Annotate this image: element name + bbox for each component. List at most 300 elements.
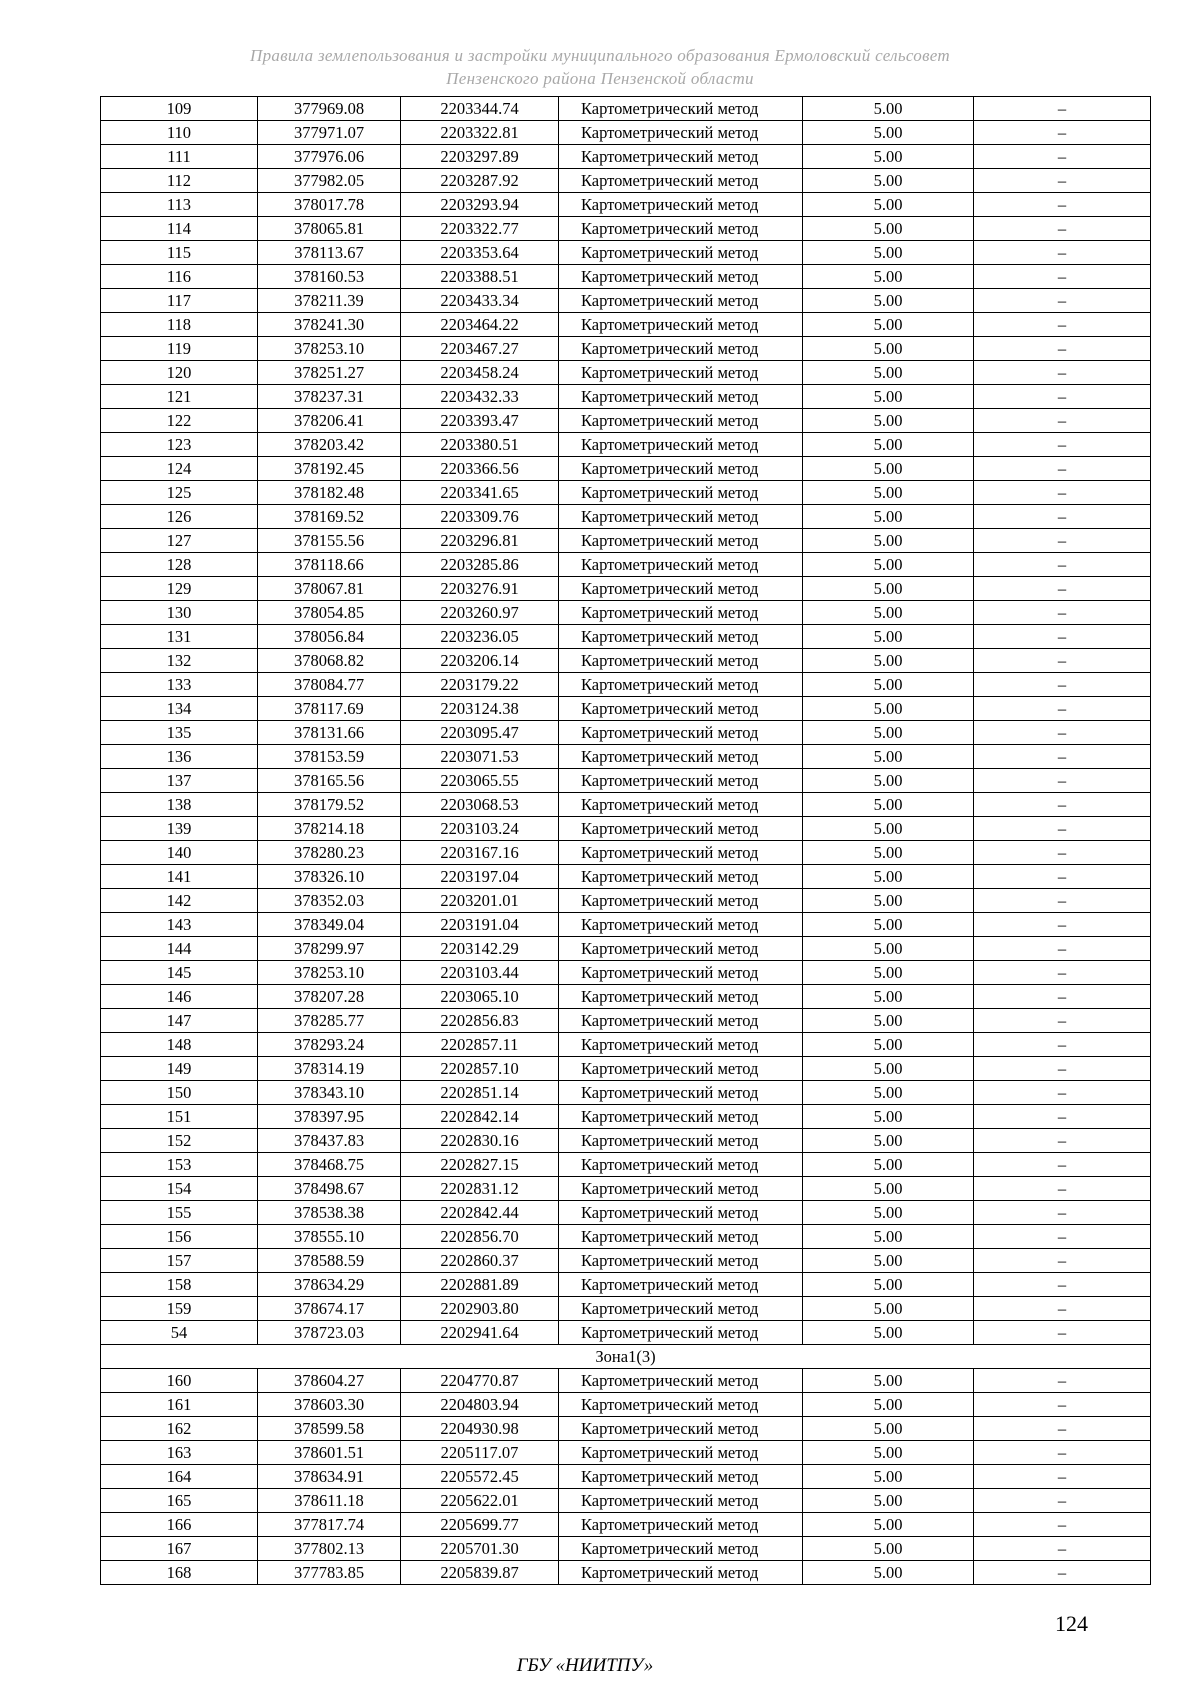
accuracy-cell: 5.00 [803, 529, 974, 553]
y-coordinate-cell: 2203201.01 [401, 889, 559, 913]
method-cell: Картометрический метод [559, 625, 803, 649]
table-row [101, 193, 1151, 217]
accuracy-cell: 5.00 [803, 169, 974, 193]
table-row [101, 217, 1151, 241]
description-cell: – [974, 1441, 1151, 1465]
point-number-cell: 54 [101, 1321, 258, 1345]
accuracy-cell: 5.00 [803, 1009, 974, 1033]
table-row [101, 913, 1151, 937]
point-number-cell: 138 [101, 793, 258, 817]
x-coordinate-cell: 378160.53 [258, 265, 401, 289]
point-number-cell: 134 [101, 697, 258, 721]
method-cell: Картометрический метод [559, 505, 803, 529]
y-coordinate-cell: 2205572.45 [401, 1465, 559, 1489]
description-cell: – [974, 361, 1151, 385]
y-coordinate-cell: 2203167.16 [401, 841, 559, 865]
description-cell: – [974, 145, 1151, 169]
method-cell: Картометрический метод [559, 841, 803, 865]
point-number-cell: 110 [101, 121, 258, 145]
x-coordinate-cell: 378253.10 [258, 961, 401, 985]
table-row [101, 649, 1151, 673]
point-number-cell: 127 [101, 529, 258, 553]
description-cell: – [974, 1225, 1151, 1249]
method-cell: Картометрический метод [559, 1465, 803, 1489]
table-row [101, 457, 1151, 481]
description-cell: – [974, 1273, 1151, 1297]
x-coordinate-cell: 378241.30 [258, 313, 401, 337]
y-coordinate-cell: 2202827.15 [401, 1153, 559, 1177]
method-cell: Картометрический метод [559, 433, 803, 457]
method-cell: Картометрический метод [559, 97, 803, 121]
description-cell: – [974, 409, 1151, 433]
point-number-cell: 128 [101, 553, 258, 577]
accuracy-cell: 5.00 [803, 649, 974, 673]
description-cell: – [974, 601, 1151, 625]
method-cell: Картометрический метод [559, 409, 803, 433]
method-cell: Картометрический метод [559, 1513, 803, 1537]
description-cell: – [974, 1561, 1151, 1585]
description-cell: – [974, 1489, 1151, 1513]
table-row [101, 505, 1151, 529]
point-number-cell: 125 [101, 481, 258, 505]
x-coordinate-cell: 378065.81 [258, 217, 401, 241]
table-row [101, 1417, 1151, 1441]
point-number-cell: 160 [101, 1369, 258, 1393]
method-cell: Картометрический метод [559, 481, 803, 505]
y-coordinate-cell: 2202903.80 [401, 1297, 559, 1321]
y-coordinate-cell: 2202941.64 [401, 1321, 559, 1345]
description-cell: – [974, 1105, 1151, 1129]
y-coordinate-cell: 2203297.89 [401, 145, 559, 169]
table-row [101, 169, 1151, 193]
table-row [101, 721, 1151, 745]
table-row [101, 313, 1151, 337]
table-row [101, 265, 1151, 289]
point-number-cell: 112 [101, 169, 258, 193]
x-coordinate-cell: 378468.75 [258, 1153, 401, 1177]
zone-header-row [101, 1345, 1151, 1369]
table-row [101, 889, 1151, 913]
point-number-cell: 166 [101, 1513, 258, 1537]
y-coordinate-cell: 2203071.53 [401, 745, 559, 769]
method-cell: Картометрический метод [559, 697, 803, 721]
x-coordinate-cell: 378352.03 [258, 889, 401, 913]
point-number-cell: 141 [101, 865, 258, 889]
point-number-cell: 126 [101, 505, 258, 529]
point-number-cell: 147 [101, 1009, 258, 1033]
point-number-cell: 116 [101, 265, 258, 289]
point-number-cell: 157 [101, 1249, 258, 1273]
accuracy-cell: 5.00 [803, 193, 974, 217]
table-row [101, 337, 1151, 361]
method-cell: Картометрический метод [559, 241, 803, 265]
accuracy-cell: 5.00 [803, 721, 974, 745]
table-row [101, 1177, 1151, 1201]
table-row [101, 865, 1151, 889]
table-row [101, 1081, 1151, 1105]
description-cell: – [974, 721, 1151, 745]
x-coordinate-cell: 377802.13 [258, 1537, 401, 1561]
description-cell: – [974, 457, 1151, 481]
y-coordinate-cell: 2202856.70 [401, 1225, 559, 1249]
y-coordinate-cell: 2203341.65 [401, 481, 559, 505]
point-number-cell: 142 [101, 889, 258, 913]
y-coordinate-cell: 2203432.33 [401, 385, 559, 409]
method-cell: Картометрический метод [559, 361, 803, 385]
accuracy-cell: 5.00 [803, 1369, 974, 1393]
running-header [0, 44, 1200, 90]
table-row [101, 697, 1151, 721]
x-coordinate-cell: 378634.91 [258, 1465, 401, 1489]
point-number-cell: 122 [101, 409, 258, 433]
point-number-cell: 151 [101, 1105, 258, 1129]
table-row [101, 145, 1151, 169]
accuracy-cell: 5.00 [803, 937, 974, 961]
accuracy-cell: 5.00 [803, 457, 974, 481]
point-number-cell: 130 [101, 601, 258, 625]
accuracy-cell: 5.00 [803, 1273, 974, 1297]
table-row [101, 745, 1151, 769]
x-coordinate-cell: 378603.30 [258, 1393, 401, 1417]
method-cell: Картометрический метод [559, 793, 803, 817]
method-cell: Картометрический метод [559, 961, 803, 985]
table-row [101, 1057, 1151, 1081]
point-number-cell: 111 [101, 145, 258, 169]
method-cell: Картометрический метод [559, 769, 803, 793]
accuracy-cell: 5.00 [803, 1561, 974, 1585]
description-cell: – [974, 1417, 1151, 1441]
point-number-cell: 149 [101, 1057, 258, 1081]
accuracy-cell: 5.00 [803, 1489, 974, 1513]
table-row [101, 1105, 1151, 1129]
x-coordinate-cell: 378153.59 [258, 745, 401, 769]
table-row [101, 841, 1151, 865]
accuracy-cell: 5.00 [803, 1057, 974, 1081]
method-cell: Картометрический метод [559, 1153, 803, 1177]
y-coordinate-cell: 2205699.77 [401, 1513, 559, 1537]
description-cell: – [974, 865, 1151, 889]
point-number-cell: 129 [101, 577, 258, 601]
table-row [101, 577, 1151, 601]
x-coordinate-cell: 378604.27 [258, 1369, 401, 1393]
description-cell: – [974, 673, 1151, 697]
accuracy-cell: 5.00 [803, 625, 974, 649]
table-row [101, 1297, 1151, 1321]
description-cell: – [974, 577, 1151, 601]
accuracy-cell: 5.00 [803, 769, 974, 793]
description-cell: – [974, 97, 1151, 121]
method-cell: Картометрический метод [559, 1057, 803, 1081]
accuracy-cell: 5.00 [803, 145, 974, 169]
accuracy-cell: 5.00 [803, 1153, 974, 1177]
method-cell: Картометрический метод [559, 1201, 803, 1225]
x-coordinate-cell: 378067.81 [258, 577, 401, 601]
accuracy-cell: 5.00 [803, 841, 974, 865]
accuracy-cell: 5.00 [803, 793, 974, 817]
accuracy-cell: 5.00 [803, 385, 974, 409]
x-coordinate-cell: 378182.48 [258, 481, 401, 505]
x-coordinate-cell: 378599.58 [258, 1417, 401, 1441]
table-row [101, 1441, 1151, 1465]
accuracy-cell: 5.00 [803, 1441, 974, 1465]
page-number: 124 [1055, 1611, 1088, 1636]
y-coordinate-cell: 2203344.74 [401, 97, 559, 121]
method-cell: Картометрический метод [559, 1417, 803, 1441]
accuracy-cell: 5.00 [803, 961, 974, 985]
y-coordinate-cell: 2203103.24 [401, 817, 559, 841]
x-coordinate-cell: 378214.18 [258, 817, 401, 841]
x-coordinate-cell: 377971.07 [258, 121, 401, 145]
y-coordinate-cell: 2203393.47 [401, 409, 559, 433]
x-coordinate-cell: 378113.67 [258, 241, 401, 265]
method-cell: Картометрический метод [559, 817, 803, 841]
method-cell: Картометрический метод [559, 913, 803, 937]
description-cell: – [974, 553, 1151, 577]
description-cell: – [974, 649, 1151, 673]
x-coordinate-cell: 378192.45 [258, 457, 401, 481]
x-coordinate-cell: 377976.06 [258, 145, 401, 169]
method-cell: Картометрический метод [559, 673, 803, 697]
x-coordinate-cell: 378555.10 [258, 1225, 401, 1249]
table-row [101, 937, 1151, 961]
accuracy-cell: 5.00 [803, 481, 974, 505]
description-cell: – [974, 985, 1151, 1009]
accuracy-cell: 5.00 [803, 409, 974, 433]
point-number-cell: 161 [101, 1393, 258, 1417]
table-row [101, 1009, 1151, 1033]
table-row [101, 985, 1151, 1009]
point-number-cell: 133 [101, 673, 258, 697]
y-coordinate-cell: 2205839.87 [401, 1561, 559, 1585]
header-line-2: Пензенского района Пензенской области [446, 69, 754, 88]
point-number-cell: 153 [101, 1153, 258, 1177]
accuracy-cell: 5.00 [803, 337, 974, 361]
y-coordinate-cell: 2205701.30 [401, 1537, 559, 1561]
x-coordinate-cell: 378206.41 [258, 409, 401, 433]
accuracy-cell: 5.00 [803, 217, 974, 241]
accuracy-cell: 5.00 [803, 577, 974, 601]
x-coordinate-cell: 378293.24 [258, 1033, 401, 1057]
method-cell: Картометрический метод [559, 121, 803, 145]
y-coordinate-cell: 2203179.22 [401, 673, 559, 697]
description-cell: – [974, 841, 1151, 865]
point-number-cell: 156 [101, 1225, 258, 1249]
point-number-cell: 114 [101, 217, 258, 241]
x-coordinate-cell: 377783.85 [258, 1561, 401, 1585]
description-cell: – [974, 769, 1151, 793]
description-cell: – [974, 937, 1151, 961]
description-cell: – [974, 1033, 1151, 1057]
accuracy-cell: 5.00 [803, 97, 974, 121]
description-cell: – [974, 1369, 1151, 1393]
accuracy-cell: 5.00 [803, 601, 974, 625]
accuracy-cell: 5.00 [803, 1249, 974, 1273]
y-coordinate-cell: 2204930.98 [401, 1417, 559, 1441]
y-coordinate-cell: 2203380.51 [401, 433, 559, 457]
accuracy-cell: 5.00 [803, 289, 974, 313]
point-number-cell: 115 [101, 241, 258, 265]
point-number-cell: 137 [101, 769, 258, 793]
accuracy-cell: 5.00 [803, 889, 974, 913]
table-row [101, 769, 1151, 793]
accuracy-cell: 5.00 [803, 817, 974, 841]
x-coordinate-cell: 378131.66 [258, 721, 401, 745]
accuracy-cell: 5.00 [803, 1033, 974, 1057]
description-cell: – [974, 1249, 1151, 1273]
y-coordinate-cell: 2203293.94 [401, 193, 559, 217]
y-coordinate-cell: 2203197.04 [401, 865, 559, 889]
accuracy-cell: 5.00 [803, 1081, 974, 1105]
method-cell: Картометрический метод [559, 1561, 803, 1585]
x-coordinate-cell: 378207.28 [258, 985, 401, 1009]
point-number-cell: 120 [101, 361, 258, 385]
x-coordinate-cell: 378117.69 [258, 697, 401, 721]
point-number-cell: 119 [101, 337, 258, 361]
accuracy-cell: 5.00 [803, 1537, 974, 1561]
y-coordinate-cell: 2203296.81 [401, 529, 559, 553]
point-number-cell: 109 [101, 97, 258, 121]
x-coordinate-cell: 378437.83 [258, 1129, 401, 1153]
description-cell: – [974, 385, 1151, 409]
x-coordinate-cell: 377982.05 [258, 169, 401, 193]
table-row [101, 1369, 1151, 1393]
y-coordinate-cell: 2202842.44 [401, 1201, 559, 1225]
y-coordinate-cell: 2203433.34 [401, 289, 559, 313]
accuracy-cell: 5.00 [803, 433, 974, 457]
y-coordinate-cell: 2203322.81 [401, 121, 559, 145]
accuracy-cell: 5.00 [803, 1201, 974, 1225]
point-number-cell: 164 [101, 1465, 258, 1489]
description-cell: – [974, 1513, 1151, 1537]
y-coordinate-cell: 2203464.22 [401, 313, 559, 337]
accuracy-cell: 5.00 [803, 1177, 974, 1201]
accuracy-cell: 5.00 [803, 697, 974, 721]
x-coordinate-cell: 378314.19 [258, 1057, 401, 1081]
method-cell: Картометрический метод [559, 553, 803, 577]
table-row [101, 409, 1151, 433]
table-row [101, 385, 1151, 409]
description-cell: – [974, 1537, 1151, 1561]
accuracy-cell: 5.00 [803, 985, 974, 1009]
accuracy-cell: 5.00 [803, 313, 974, 337]
y-coordinate-cell: 2202857.10 [401, 1057, 559, 1081]
description-cell: – [974, 433, 1151, 457]
y-coordinate-cell: 2203467.27 [401, 337, 559, 361]
description-cell: – [974, 745, 1151, 769]
method-cell: Картометрический метод [559, 265, 803, 289]
method-cell: Картометрический метод [559, 1441, 803, 1465]
table-row [101, 1489, 1151, 1513]
method-cell: Картометрический метод [559, 1249, 803, 1273]
accuracy-cell: 5.00 [803, 1321, 974, 1345]
description-cell: – [974, 913, 1151, 937]
description-cell: – [974, 1153, 1151, 1177]
accuracy-cell: 5.00 [803, 1513, 974, 1537]
method-cell: Картометрический метод [559, 1273, 803, 1297]
description-cell: – [974, 961, 1151, 985]
table-row [101, 625, 1151, 649]
method-cell: Картометрический метод [559, 889, 803, 913]
description-cell: – [974, 793, 1151, 817]
description-cell: – [974, 241, 1151, 265]
x-coordinate-cell: 378056.84 [258, 625, 401, 649]
y-coordinate-cell: 2203287.92 [401, 169, 559, 193]
x-coordinate-cell: 378343.10 [258, 1081, 401, 1105]
method-cell: Картометрический метод [559, 721, 803, 745]
description-cell: – [974, 289, 1151, 313]
description-cell: – [974, 625, 1151, 649]
description-cell: – [974, 313, 1151, 337]
description-cell: – [974, 193, 1151, 217]
accuracy-cell: 5.00 [803, 553, 974, 577]
table-row [101, 1561, 1151, 1585]
point-number-cell: 168 [101, 1561, 258, 1585]
table-row [101, 1273, 1151, 1297]
description-cell: – [974, 1465, 1151, 1489]
y-coordinate-cell: 2203236.05 [401, 625, 559, 649]
method-cell: Картометрический метод [559, 1033, 803, 1057]
table-row [101, 121, 1151, 145]
method-cell: Картометрический метод [559, 649, 803, 673]
accuracy-cell: 5.00 [803, 121, 974, 145]
accuracy-cell: 5.00 [803, 865, 974, 889]
accuracy-cell: 5.00 [803, 913, 974, 937]
point-number-cell: 131 [101, 625, 258, 649]
point-number-cell: 144 [101, 937, 258, 961]
point-number-cell: 118 [101, 313, 258, 337]
table-row [101, 433, 1151, 457]
table-row [101, 1537, 1151, 1561]
accuracy-cell: 5.00 [803, 1465, 974, 1489]
x-coordinate-cell: 378165.56 [258, 769, 401, 793]
x-coordinate-cell: 378674.17 [258, 1297, 401, 1321]
x-coordinate-cell: 377817.74 [258, 1513, 401, 1537]
y-coordinate-cell: 2202842.14 [401, 1105, 559, 1129]
method-cell: Картометрический метод [559, 169, 803, 193]
y-coordinate-cell: 2204770.87 [401, 1369, 559, 1393]
y-coordinate-cell: 2202856.83 [401, 1009, 559, 1033]
table-row [101, 529, 1151, 553]
method-cell: Картометрический метод [559, 1105, 803, 1129]
method-cell: Картометрический метод [559, 145, 803, 169]
x-coordinate-cell: 378588.59 [258, 1249, 401, 1273]
description-cell: – [974, 1081, 1151, 1105]
x-coordinate-cell: 378634.29 [258, 1273, 401, 1297]
method-cell: Картометрический метод [559, 601, 803, 625]
point-number-cell: 117 [101, 289, 258, 313]
x-coordinate-cell: 378017.78 [258, 193, 401, 217]
point-number-cell: 154 [101, 1177, 258, 1201]
accuracy-cell: 5.00 [803, 1225, 974, 1249]
table-row [101, 1033, 1151, 1057]
table-row [101, 793, 1151, 817]
x-coordinate-cell: 378498.67 [258, 1177, 401, 1201]
table-row [101, 97, 1151, 121]
point-number-cell: 150 [101, 1081, 258, 1105]
point-number-cell: 113 [101, 193, 258, 217]
point-number-cell: 146 [101, 985, 258, 1009]
description-cell: – [974, 1321, 1151, 1345]
y-coordinate-cell: 2203366.56 [401, 457, 559, 481]
accuracy-cell: 5.00 [803, 673, 974, 697]
method-cell: Картометрический метод [559, 1009, 803, 1033]
table-row [101, 1225, 1151, 1249]
method-cell: Картометрический метод [559, 193, 803, 217]
x-coordinate-cell: 378723.03 [258, 1321, 401, 1345]
table-row [101, 1513, 1151, 1537]
x-coordinate-cell: 378538.38 [258, 1201, 401, 1225]
x-coordinate-cell: 378601.51 [258, 1441, 401, 1465]
